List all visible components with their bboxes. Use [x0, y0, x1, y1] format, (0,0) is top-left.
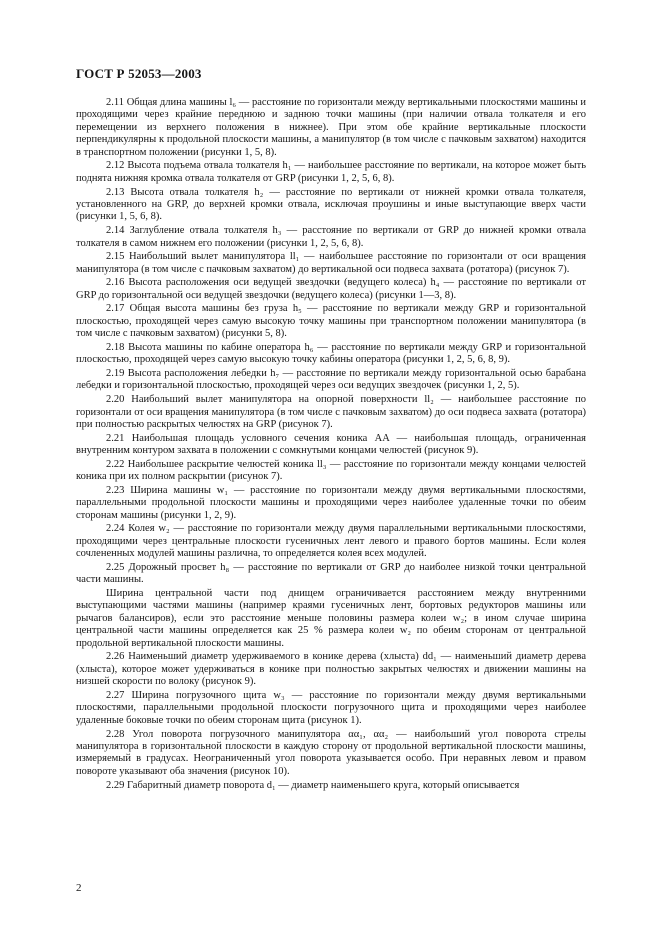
- clause-2-27: 2.27 Ширина погрузочного щита w₃ — расстояние по горизонтали между двумя вертикальными плоскостями, параллельными продольной плоскости погрузочного щита и проходящими через наиболее удаленные боковые точки по обеим сторонам щита (рисунок 1).: [76, 690, 586, 726]
- clause-2-19: 2.19 Высота расположения лебедки h₇ — расстояние по вертикали между горизонтальной осью барабана лебедки и горизонтальной плоскостью, проходящей через оси ведущих звездочек (рисунки 1, 2, 5).: [76, 368, 586, 392]
- page-number: 2: [76, 882, 82, 894]
- clause-2-16: 2.16 Высота расположения оси ведущей звездочки (ведущего колеса) h₄ — расстояние по вертикали от GRP до горизонтальной оси ведущей звездочки (ведущего колеса) (рисунки 1—3, 8).: [76, 277, 586, 301]
- clause-2-21: 2.21 Наибольшая площадь условного сечения коника AA — наибольшая площадь, ограниченная внутренним контуром захвата в положении с сомкнутыми концами челюстей (рисунок 9).: [76, 432, 586, 457]
- clause-2-12: 2.12 Высота подъема отвала толкателя h₁ — наибольшее расстояние по вертикали, на которое может быть поднята нижняя кромка отвала толкателя от GRP (рисунки 1, 2, 5, 6, 8).: [76, 160, 586, 184]
- clause-2-17: 2.17 Общая высота машины без груза h₅ — расстояние по вертикали между GRP и горизонтальной плоскостью, проходящей через самую высокую точку машины при транспортном положении манипулятора (в том числе с пачковым захватом) (рисунки 5, 8).: [76, 303, 586, 340]
- clause-2-26: 2.26 Наименьший диаметр удерживаемого в конике дерева (хлыста) dd₁ — наименьший диаметр дерева (хлыста), которое может удерживаться в конике при полностью закрытых челюстях и движении машины на низшей скорости по волоку (рисунок 9).: [76, 651, 586, 688]
- document-body: [76, 97, 586, 793]
- clause-2-14: 2.14 Заглубление отвала толкателя h₃ — расстояние по вертикали от GRP до нижней кромки отвала толкателя в самом нижнем его положении (рисунки 1, 2, 5, 6, 8).: [76, 225, 586, 249]
- clause-2-15: 2.15 Наибольший вылет манипулятора ll₁ — наибольшее расстояние по горизонтали от оси вращения манипулятора (в том числе с пачковым захватом) до вертикальной оси подвеса захвата (ротатора) (рисунок 7).: [76, 251, 586, 275]
- clause-2-28: 2.28 Угол поворота погрузочного манипулятора αα₁, αα₂ — наибольший угол поворота стрелы манипулятора в горизонтальной плоскости в каждую сторону от продольной вертикальной плоскости машины, измеряемый в градусах. Неограниченный угол поворота указывается особо. При неравных левом и правом повороте указывают оба значения (рисунок 10).: [76, 728, 586, 777]
- clause-2-23: 2.23 Ширина машины w₁ — расстояние по горизонтали между двумя вертикальными плоскостями, параллельными продольной плоскости машины и проходящими через наиболее удаленные точки по обеим сторонам машины (рисунки 1, 2, 9).: [76, 484, 586, 521]
- clause-2-11: 2.11 Общая длина машины l₆ — расстояние по горизонтали между вертикальными плоскостями машины и проходящими через крайние переднюю и заднюю точки машины (при наличии отвала толкателя и его перемещении из верхнего положения в нижнее). При этом обе крайние вертикальные плоскости перпендикулярны к продольной плоскости машины, а манипулятор (в том числе с пачковым захватом) находится в транспортном положении (рисунки 1, 5, 8).: [76, 97, 586, 158]
- clause-2-13: 2.13 Высота отвала толкателя h₂ — расстояние по вертикали от нижней кромки отвала толкателя, установленного на GRP, до верхней кромки отвала, исключая проушины и иные выступающие вверх части (рисунки 1, 5, 6, 8).: [76, 186, 586, 223]
- clause-2-22: 2.22 Наибольшее раскрытие челюстей коника ll₃ — расстояние по горизонтали между концами челюстей коника при их полном раскрытии (рисунок 7).: [76, 458, 586, 483]
- document-header: ГОСТ Р 52053—2003: [76, 66, 202, 81]
- clause-2-20: 2.20 Наибольший вылет манипулятора на опорной поверхности ll₂ — наибольшее расстояние по горизонтали от оси вращения манипулятора (в том числе с пачковым захватом) до оси подвеса захвата (ротатора) при полностью раскрытых челюстях на GRP (рисунок 7).: [76, 394, 586, 431]
- clause-2-18: 2.18 Высота машины по кабине оператора h₆ — расстояние по вертикали между GRP и горизонтальной плоскостью, проходящей через самую высокую точку кабины оператора (рисунки 1, 2, 5, 6, 8, 9).: [76, 341, 586, 366]
- clause-2-24: 2.24 Колея w₂ — расстояние по горизонтали между двумя параллельными вертикальными плоскостями, проходящими через центральные плоскости гусеничных лент левого и правого бортов машины. Если колея сочлененных модулей машины различна, то определяется колея всех модулей.: [76, 523, 586, 560]
- clause-2-25: 2.25 Дорожный просвет h₈ — расстояние по вертикали от GRP до наиболее низкой точки центральной части машины.: [76, 561, 586, 586]
- clause-2-29: 2.29 Габаритный диаметр поворота d₁ — диаметр наименьшего круга, который описывается: [106, 779, 520, 791]
- clause-2-25-note: Ширина центральной части под днищем ограничивается расстоянием между внутренними выступающими частями машины (например краями гусеничных лент, бортовых редукторов машины или рычагов балансиров), если это расстояние меньше половины размера колеи w₂; в ином случае ширина центральной части машины определяется как 25 % размера колеи w₂ по обеим сторонам от центральной продольной вертикальной плоскости машины.: [76, 588, 586, 649]
